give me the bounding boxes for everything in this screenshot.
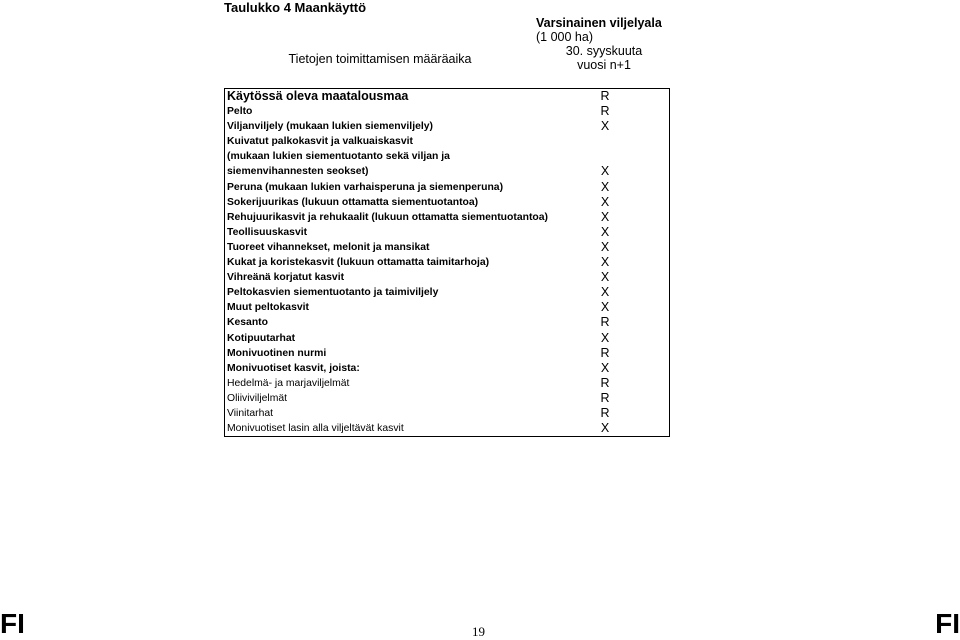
row-value: R bbox=[600, 375, 610, 390]
row-value: X bbox=[600, 300, 610, 315]
row-value: X bbox=[600, 255, 610, 270]
row-label: Teollisuuskasvit bbox=[227, 226, 308, 238]
column-header-line-1: Varsinainen viljelyala bbox=[536, 16, 662, 30]
row-label: Hedelmä- ja marjaviljelmät bbox=[227, 377, 350, 389]
row-value: X bbox=[600, 360, 610, 375]
row-label: Kuivatut palkokasvit ja valkuaiskasvit bbox=[227, 136, 413, 148]
row-label: Viljanviljely (mukaan lukien siemenviljely) bbox=[227, 121, 433, 133]
row-label: Muut peltokasvit bbox=[227, 302, 309, 314]
row-label: Kotipuutarhat bbox=[227, 332, 296, 344]
footer-country-left: FI bbox=[0, 608, 25, 639]
row-label: Peruna (mukaan lukien varhaisperuna ja siemenperuna) bbox=[227, 181, 504, 193]
row-value: R bbox=[600, 315, 610, 330]
row-value: X bbox=[600, 209, 610, 224]
table-row bbox=[225, 104, 669, 119]
row-value: R bbox=[600, 345, 610, 360]
row-value: X bbox=[600, 224, 610, 239]
table-row bbox=[225, 376, 669, 391]
row-label: Tuoreet vihannekset, melonit ja mansikat bbox=[227, 241, 430, 253]
table-row bbox=[225, 315, 669, 330]
table-row bbox=[225, 300, 669, 315]
row-value: X bbox=[600, 330, 610, 345]
row-value: X bbox=[600, 179, 610, 194]
table-row bbox=[225, 331, 669, 346]
column-header bbox=[536, 16, 668, 72]
row-label: (mukaan lukien siementuotanto sekä viljan ja bbox=[227, 151, 450, 163]
table-row bbox=[225, 89, 669, 104]
footer-country-right: FI bbox=[935, 608, 960, 639]
table-row bbox=[225, 225, 669, 240]
row-label: Pelto bbox=[227, 106, 253, 118]
row-value: R bbox=[600, 89, 610, 103]
table-row bbox=[225, 119, 669, 134]
deadline-label: Tietojen toimittamisen määräaika bbox=[288, 52, 472, 66]
row-label: Käytössä oleva maatalousmaa bbox=[227, 89, 409, 103]
column-header-line-3: 30. syyskuuta bbox=[565, 44, 643, 58]
row-value: R bbox=[600, 405, 610, 420]
row-value: X bbox=[600, 194, 610, 209]
row-value: X bbox=[600, 239, 610, 254]
row-value: X bbox=[600, 119, 610, 134]
page-title: Taulukko 4 Maankäyttö bbox=[224, 0, 367, 15]
row-label: Rehujuurikasvit ja rehukaalit (lukuun ottamatta siementuotantoa) bbox=[227, 211, 549, 223]
page-number: 19 bbox=[472, 624, 485, 639]
row-label: Monivuotiset kasvit, joista: bbox=[227, 362, 360, 374]
row-value: X bbox=[600, 421, 610, 436]
row-label: Vihreänä korjatut kasvit bbox=[227, 272, 345, 284]
row-label: siemenvihannesten seokset) bbox=[227, 166, 369, 178]
land-use-table bbox=[224, 88, 670, 437]
table-row bbox=[225, 361, 669, 376]
table-row bbox=[225, 134, 669, 149]
row-value: R bbox=[600, 390, 610, 405]
table-row bbox=[225, 240, 669, 255]
table-row bbox=[225, 210, 669, 225]
row-label: Sokerijuurikas (lukuun ottamatta siementuotantoa) bbox=[227, 196, 479, 208]
row-label: Kesanto bbox=[227, 317, 268, 329]
row-label: Oliiviviljelmät bbox=[227, 392, 288, 404]
table-row bbox=[225, 270, 669, 285]
table-row bbox=[225, 164, 669, 179]
row-label: Monivuotinen nurmi bbox=[227, 347, 327, 359]
table-row bbox=[225, 406, 669, 421]
table-row bbox=[225, 421, 669, 436]
table-row bbox=[225, 195, 669, 210]
column-header-line-2: (1 000 ha) bbox=[536, 30, 593, 44]
row-value: X bbox=[600, 285, 610, 300]
row-value: R bbox=[600, 104, 610, 119]
row-value: X bbox=[600, 270, 610, 285]
table-row bbox=[225, 149, 669, 164]
table-row bbox=[225, 391, 669, 406]
row-label: Monivuotiset lasin alla viljeltävät kasvit bbox=[227, 423, 404, 435]
table-row bbox=[225, 346, 669, 361]
column-header-line-4: vuosi n+1 bbox=[577, 58, 631, 72]
row-label: Peltokasvien siementuotanto ja taimiviljely bbox=[227, 287, 439, 299]
row-value: X bbox=[600, 164, 610, 179]
table-row bbox=[225, 255, 669, 270]
table-row bbox=[225, 285, 669, 300]
table-row bbox=[225, 180, 669, 195]
row-label: Viinitarhat bbox=[227, 407, 274, 419]
row-label: Kukat ja koristekasvit (lukuun ottamatta taimitarhoja) bbox=[227, 257, 490, 269]
